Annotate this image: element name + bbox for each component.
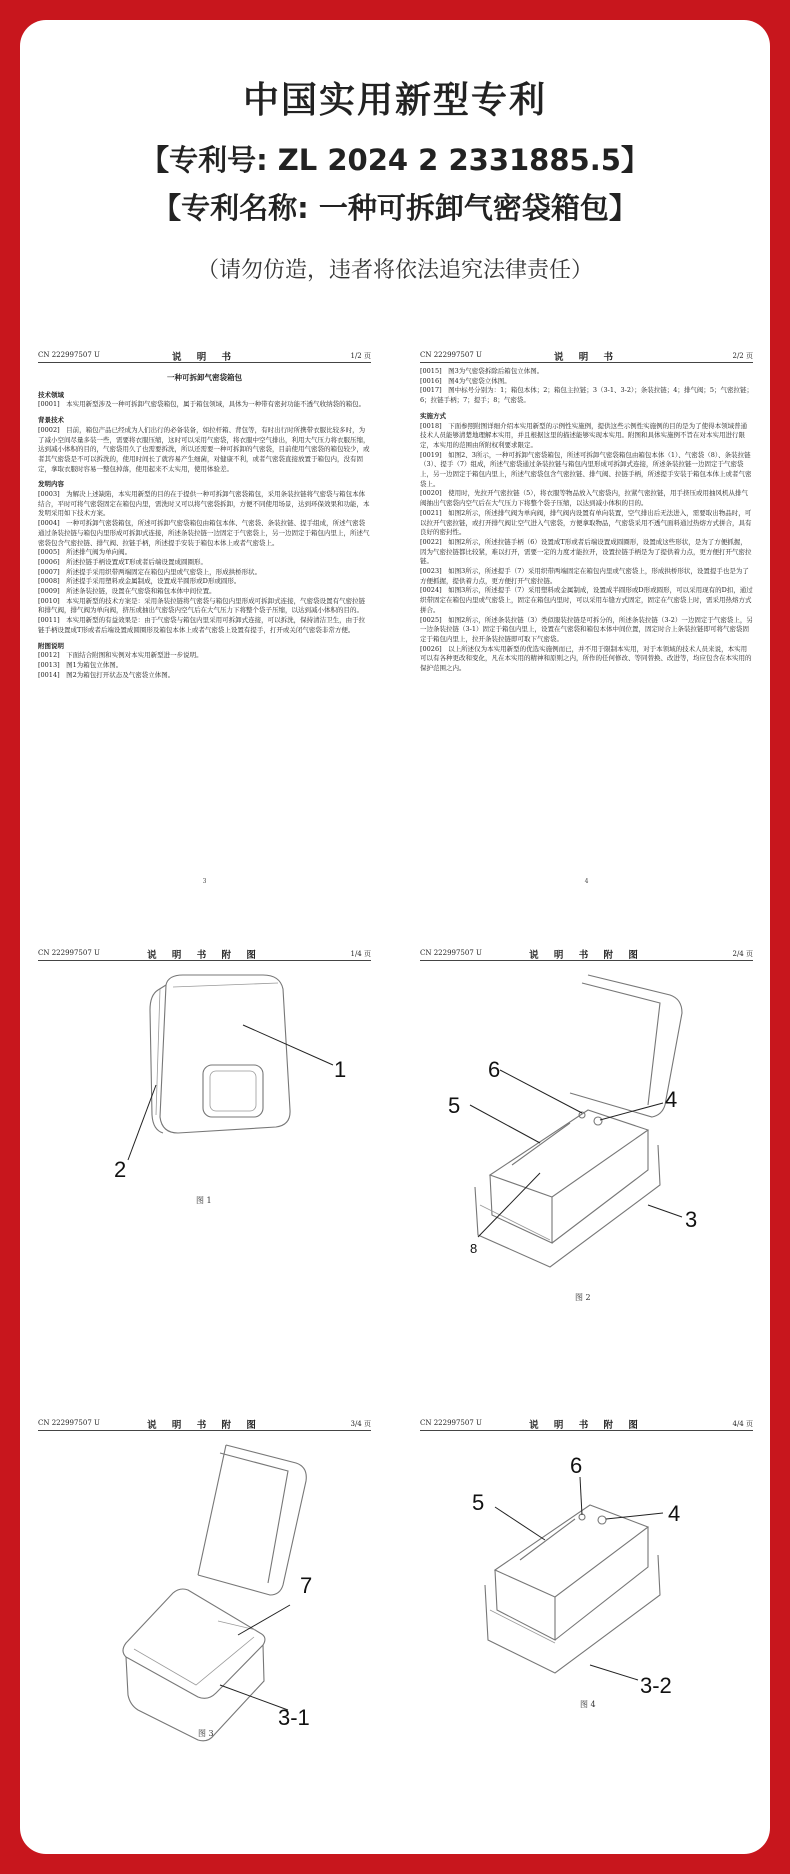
figure-page-3: [38, 1416, 371, 1431]
label-5: 5: [472, 1490, 485, 1515]
label-8: 8: [470, 1241, 478, 1256]
figure-3-drawing: [38, 1435, 371, 1755]
label-6: 6: [570, 1453, 583, 1478]
page-header: [420, 1416, 753, 1431]
label-6: 6: [488, 1057, 501, 1082]
label-1: 1: [334, 1057, 347, 1082]
page-header: [38, 1416, 371, 1431]
figure-4-drawing: [420, 1435, 753, 1755]
page-heading: 说 明 书 附 图: [147, 950, 262, 961]
paragraph: [0010] 本实用新型的技术方案是：采用条装拉链将气密袋与箱包内里形成可拆卸式连接，气密袋设置有气密拉链和排气阀，排气阀为单向阀，挤压或抽出气密袋内空气后在大气压力下将整个袋子压缩，以达到减小体积的目的。: [38, 596, 366, 615]
section-heading: 技术领域: [38, 390, 64, 399]
figure-page-4: [420, 1416, 753, 1431]
page-footer-number: 4: [584, 878, 589, 885]
section-heading: 发明内容: [38, 480, 64, 489]
paragraph: [0026] 以上所述仅为本实用新型的优选实施例而已，并不用于限制本实用，对于本领域的技术人员来说，本实用可以有各种更改和变化，凡在本实用的精神和原则之内，所作的任何修改、等同替换、改进等，均应包含在本实用的保护范围之内。: [420, 644, 752, 673]
paragraph: [0016] 图4为气密袋立体图。: [420, 376, 511, 385]
figure-caption: 图 3: [198, 1729, 214, 1738]
label-3: 3: [685, 1207, 698, 1232]
figure-caption: 图 2: [575, 1293, 591, 1302]
luggage-open-with-bag-illustration: [475, 975, 682, 1267]
page-number: 4/4 页: [732, 1420, 753, 1428]
figure-caption: 图 1: [196, 1196, 212, 1205]
paragraph: [0012] 下面结合附图和实例对本实用新型进一步说明。: [38, 651, 203, 660]
paragraph: [0019] 如图2、3所示，一种可拆卸气密袋箱包，所述可拆卸气密袋箱包由箱包本体（1）、气密袋（8）、条装拉链（3）、提手（7）组成，所述气密袋通过条装拉链与箱包内里形成可拆卸式连接，所述条装拉链一边固定于气密袋上，另一边固定于箱包内里上，所述气密袋包含气密拉链、排气阀、拉链手柄，所述提手安装于箱包本体上或者气密袋上。: [420, 450, 752, 488]
paragraph: [0011] 本实用新型的有益效果是：由于气密袋与箱包内里采用可拆卸式连接，可以拆洗，保持清洁卫生，由于拉链手柄设置成T形或者后端设置成圆圈形及箱包本体上或者气密袋上设置有提手，打开或关闭气密袋非常方便。: [38, 616, 366, 634]
page-number: 1/2 页: [350, 352, 371, 360]
page-heading: 说 明 书 附 图: [529, 950, 644, 961]
patent-name: 【专利名称: 一种可拆卸气密袋箱包】: [152, 191, 638, 225]
page-heading: 说 明 书: [171, 352, 238, 363]
label-7: 7: [300, 1573, 313, 1598]
label-2: 2: [114, 1157, 127, 1182]
page-heading: 说 明 书: [553, 352, 620, 363]
label-5: 5: [448, 1093, 461, 1118]
page-header: [420, 348, 753, 363]
paragraph: [0023] 如图3所示，所述提手（7）采用织带两端固定在箱包内里或气密袋上，形成拱桥形状，设置提手也是为了方便抓握，提供着力点，更方便打开气密拉链。: [420, 567, 749, 585]
doc-title: 一种可拆卸气密袋箱包: [167, 373, 242, 382]
cn-number: CN 222997507 U: [38, 949, 100, 957]
page-number: 3/4 页: [350, 1420, 371, 1428]
figure-1-drawing: [38, 965, 371, 1225]
cn-number: CN 222997507 U: [38, 1419, 100, 1427]
paragraph: [0005] 所述排气阀为单向阀。: [38, 548, 132, 557]
page-body: [420, 363, 753, 674]
paragraph: [0002] 目前，箱包产品已经成为人们出行的必备装备，如拉杆箱、背包等，有时出行时所携带衣服比较多时，为了减小空间尽量多装一些，需要将衣服压缩，这时可以采用气密袋，将衣服中空气排出，利用大气压力将衣服压缩，达到减小体积的目的，气密袋用久了也需要拆洗，所以还需要一种可拆卸的气密袋，目前使用气密袋的箱包较少，或者其气密袋是不可以拆洗的，使用时间长了就容易产生细菌，对健康不利，或者气密袋直接放置于箱包内，没有固定，拿取衣服时容易一整包掉落，使用起来不太实用，使用体验差。: [38, 425, 370, 473]
label-3-1: 3-1: [278, 1705, 310, 1730]
paragraph: [0017] 图中标号分别为：1；箱包本体；2；箱包主拉链；3（3-1、3-2）；条装拉链；4；排气阀；5；气密拉链；6；拉链手柄；7；提手；8；气密袋。: [420, 386, 753, 405]
copy-warning: （请勿仿造，违者将依法追究法律责任）: [196, 258, 593, 283]
paragraph: [0004] 一种可拆卸气密袋箱包，所述可拆卸气密袋箱包由箱包本体、气密袋、条装拉链、提手组成，所述气密袋通过条装拉链与箱包内里形成可拆卸式连接，所述条装拉链一边固定于气密袋上，另一边固定于箱包内里上，所述气密袋包含气密拉链、排气阀、拉链手柄，所述提手安装于箱包本体上或者气密袋上。: [38, 519, 370, 547]
page-number: 2/4 页: [732, 950, 753, 958]
paragraph: [0022] 如图2所示，所述拉链手柄（6）设置成T形或者后端设置成圆圈形，设置成这些形状，是为了方便抓握，因为气密拉链都比较紧，难以打开，需要一定的力度才能拉开，设置拉链手柄是为了提供着力点，更方便打开气密拉链。: [420, 537, 752, 566]
paragraph: [0007] 所述提手采用织带两端固定在箱包内里或气密袋上，形成拱桥形状。: [38, 567, 262, 576]
paragraph: [0025] 如图2所示，所述条装拉链（3）类似服装拉链是可拆分的，所述条装拉链（3-2）一边固定于气密袋上，另一边条装拉链（3-1）固定于箱包内里上，设置在气密袋和箱包本体中间位置，固定时合上条装拉链即可将气密袋固定于箱包内里上，拉开条装拉链即可取下气密袋。: [420, 615, 753, 643]
label-4: 4: [668, 1501, 681, 1526]
patent-card: [20, 20, 770, 1854]
section-heading: 附图说明: [38, 641, 64, 650]
paragraph: [0013] 图1为箱包立体图。: [38, 660, 123, 669]
paragraph: [0018] 下面参照附图详细介绍本实用新型的示例性实施例，提供这些示例性实施例的目的是为了使得本领域普通技术人员能够清楚地理解本实用，并且根据这里的描述能够实现本实用。附图和具体实施例不旨在对本实用进行限定，本实用的范围由所附权利要求限定。: [420, 421, 748, 449]
cn-number: CN 222997507 U: [420, 351, 482, 359]
airtight-bag-illustration: [485, 1505, 660, 1673]
page-header: [38, 946, 371, 961]
paragraph: [0014] 图2为箱包打开状态及气密袋立体图。: [38, 670, 175, 679]
page-header: [420, 946, 753, 961]
page-number: 2/2 页: [732, 352, 753, 360]
paragraph: [0024] 如图3所示，所述提手（7）采用塑料或金属制成，设置成半圆形或D形或圆形，可以采用现有的D扣，通过织带固定在箱包内里或气密袋上，固定在箱包内里时，可以采用车缝方式固定，固定在气密袋上时，需采用热熔方式拼合。: [420, 586, 753, 614]
figure-page-1: [38, 946, 371, 961]
figure-page-2: [420, 946, 753, 961]
section-heading: 背景技术: [38, 416, 64, 425]
figure-caption: 图 4: [580, 1700, 596, 1709]
page-header: [38, 348, 371, 363]
spec-page-2: [420, 348, 753, 674]
patent-number: 【专利号: ZL 2024 2 2331885.5】: [140, 143, 650, 177]
page-heading: 说 明 书 附 图: [147, 1420, 262, 1431]
spec-page-1: [38, 348, 371, 680]
luggage-open-empty-illustration: [123, 1445, 306, 1741]
page-number: 1/4 页: [350, 950, 371, 958]
section-heading: 实施方式: [420, 411, 446, 420]
paragraph: [0015] 图3为气密袋拆除后箱包立体图。: [420, 367, 544, 375]
luggage-closed-illustration: [150, 975, 290, 1133]
paragraph: [0020] 使用时，先拉开气密拉链（5），将衣服等物品放入气密袋内，拉紧气密拉链，用手挤压或用抽风机从排气阀抽出气密袋内空气后在大气压力下将整个袋子压缩，以达到减小体积的目的。: [420, 489, 748, 508]
paragraph: [0009] 所述条装拉链，设置在气密袋和箱包本体中间位置。: [38, 587, 216, 596]
cn-number: CN 222997507 U: [38, 351, 100, 359]
paragraph: [0001] 本实用新型涉及一种可拆卸气密袋箱包，属于箱包领域，具体为一种带有密封功能不透气收纳袋的箱包。: [38, 400, 366, 409]
page-footer-number: 3: [202, 878, 207, 885]
paragraph: [0006] 所述拉链手柄设置成T形或者后端设置成圆圈形。: [38, 557, 207, 566]
cn-number: CN 222997507 U: [420, 1419, 482, 1427]
cn-number: CN 222997507 U: [420, 949, 482, 957]
label-4: 4: [665, 1087, 678, 1112]
page-heading: 说 明 书 附 图: [529, 1420, 644, 1431]
paragraph: [0008] 所述提手采用塑料或金属制成，设置成半圆形或D形或圆形。: [38, 577, 241, 586]
page-body: [38, 363, 371, 680]
figure-2-drawing: [420, 965, 753, 1325]
paragraph: [0003] 为解决上述缺陷，本实用新型的目的在于提供一种可拆卸气密袋箱包，采用条装拉链将气密袋与箱包本体结合，平时可将气密袋固定在箱包内里，需洗时又可以将气密袋拆卸，方便不同使用场景，达到环保效果和功能，本发明采用如下技术方案。: [38, 490, 370, 518]
main-title: 中国实用新型专利: [242, 80, 547, 121]
label-3-2: 3-2: [640, 1673, 672, 1698]
paragraph: [0021] 如图2所示，所述排气阀为单向阀，排气阀内设置有单向装置，空气排出后无法进入，需要取出物品时，可以拉开气密拉链，或打开排气阀让空气进入气密袋，方便拿取物品，气密袋采用不透气面料通过热熔方式拼合，具有良好的密封性。: [420, 508, 752, 537]
